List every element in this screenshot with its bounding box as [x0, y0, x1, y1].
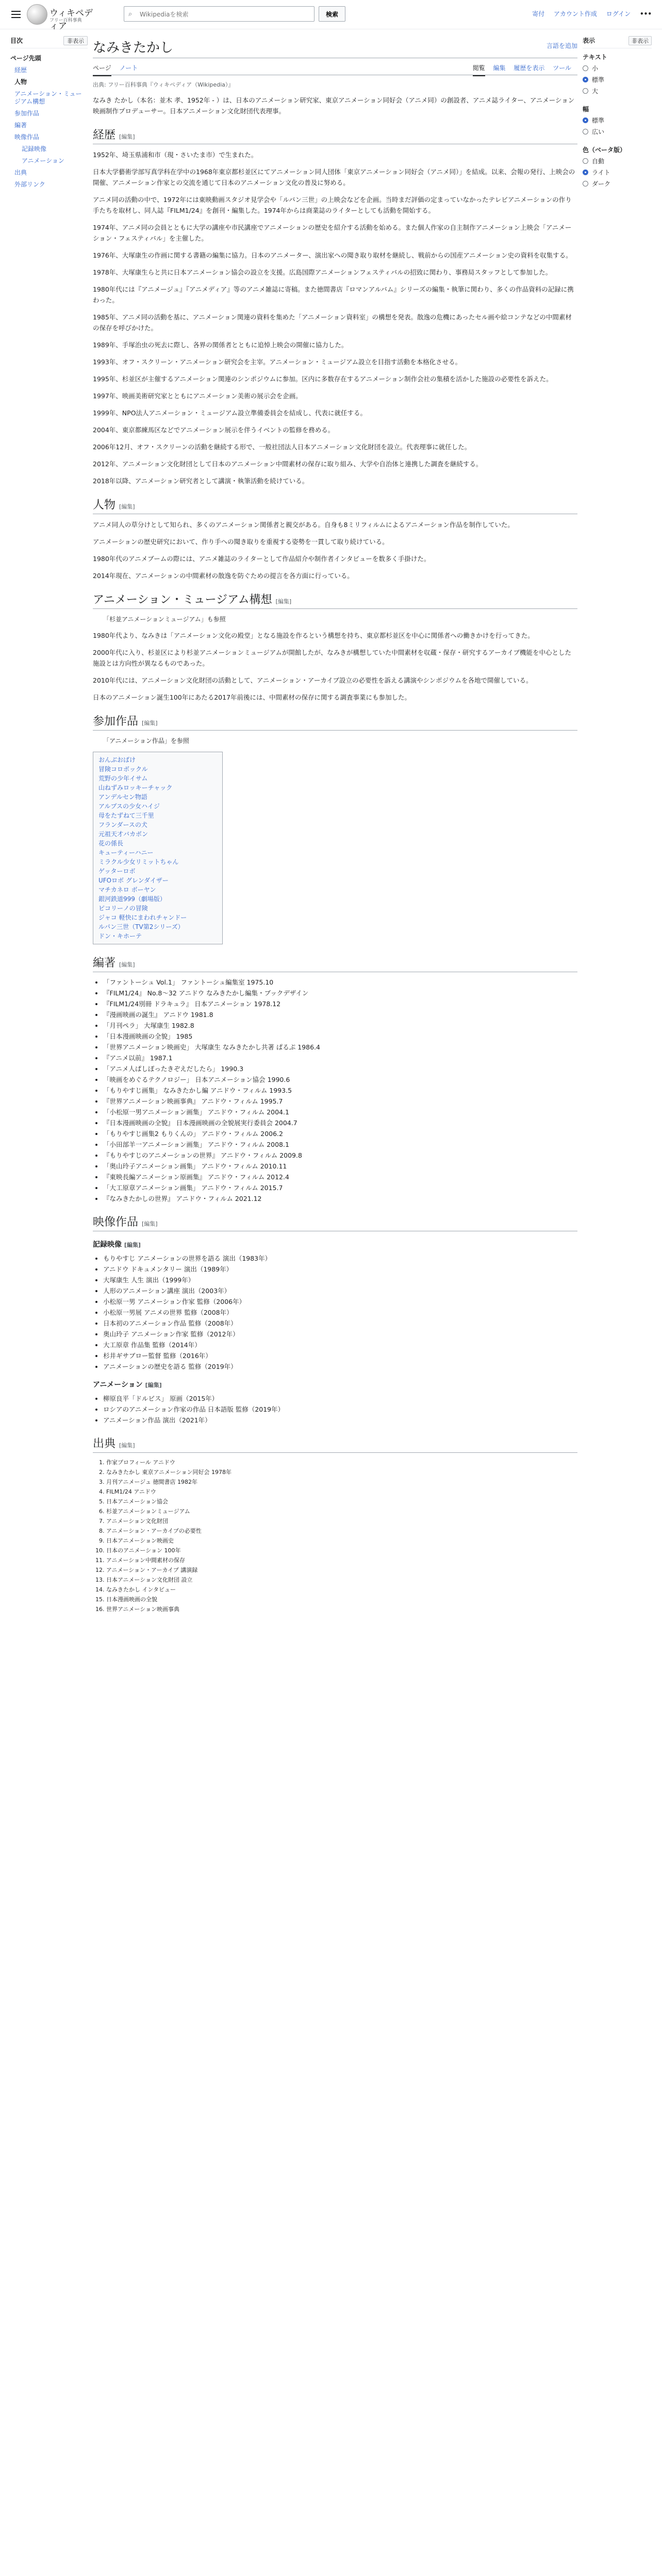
section-works-heading	[93, 716, 577, 731]
reference-item: 15. 日本漫画映画の全貌	[106, 1595, 577, 1604]
radio-icon[interactable]	[583, 88, 588, 94]
search-input[interactable]	[139, 9, 311, 20]
radio-icon[interactable]	[583, 129, 588, 134]
person-paragraph: 2014年現在、アニメーションの中間素材の散逸を防ぐための提言を各方面に行っている。	[93, 572, 354, 580]
section-books-title: 編著	[93, 957, 116, 970]
anime-item: • 柳原良平「ドルビス」 原画（2015年）	[103, 1394, 577, 1403]
globe-icon	[27, 4, 47, 25]
book-item: • 「小松原一男アニメーション画集」 アニドウ・フィルム 2004.1	[103, 1107, 577, 1117]
record-item: • もりやすじ アニメーションの世界を語る 演出（1983年）	[103, 1253, 577, 1263]
museum-hatnote: 「杉並アニメーションミュージアム」も参照	[103, 616, 226, 623]
tab-history[interactable]: 履歴を表示	[514, 64, 545, 72]
career-paragraph: 1974年、アニメ同の会員とともに大学の講座や市民講座でアニメーションの歴史を紹介する活動を始める。また個人作家の自主制作アニメーション上映会「アニメーション・フェスティバル」を主催した。	[93, 224, 572, 242]
edit-link[interactable]: [編集]	[119, 1442, 135, 1449]
appearance-option[interactable]	[583, 64, 652, 73]
work-link[interactable]: マチカネロ ボーヤン	[98, 886, 156, 893]
reference-item: 12. アニメーション・アーカイブ 講演録	[106, 1566, 577, 1574]
book-item: • 「ファントーシュ Vol.1」 ファントーシュ編集室 1975.10	[103, 977, 577, 987]
person-paragraph: アニメーションの歴史研究において、作り手への聞き取りを重視する姿勢を一貫して取り続けている。	[93, 538, 389, 546]
work-link[interactable]: 母をたずねて三千里	[98, 812, 154, 819]
appearance-panel	[583, 36, 652, 197]
tab-read[interactable]: 閲覧	[473, 64, 485, 76]
record-item: • 小松原一男 アニメーション作家 監修（2006年）	[103, 1297, 577, 1307]
subsection-anime-title: アニメーション	[93, 1381, 143, 1389]
book-item: • 「世界アニメーション映画史」 大塚康生 なみきたかし共著 ぱるぷ 1986.4	[103, 1042, 577, 1052]
work-link[interactable]: 荒野の少年イサム	[98, 775, 148, 782]
museum-paragraph: 1980年代より、なみきは「アニメーション文化の殿堂」となる施設を作るという構想を持ち、東京都杉並区を中心に関係者への働きかけを行ってきた。	[93, 632, 534, 639]
book-item: • 「映画をめぐるテクノロジー」 日本アニメーション協会 1990.6	[103, 1075, 577, 1084]
section-career-heading	[93, 130, 577, 144]
record-item: • アニメーションの歴史を語る 監修（2019年）	[103, 1362, 577, 1371]
reference-item: 4. FILM1/24 アニドウ	[106, 1487, 577, 1496]
appearance-title	[583, 36, 652, 48]
work-link[interactable]: 冒険コロボックル	[98, 766, 148, 773]
header	[0, 0, 662, 29]
book-item: • 『なみきたかしの世界』 アニドウ・フィルム 2021.12	[103, 1194, 577, 1204]
toc-item[interactable]: 編著	[14, 122, 27, 129]
toc-item[interactable]: ページ先頭	[10, 55, 41, 62]
login-link[interactable]: ログイン	[606, 10, 631, 18]
edit-link[interactable]: [編集]	[145, 1382, 162, 1388]
edit-link[interactable]: [編集]	[142, 720, 158, 726]
toc-item[interactable]: 外部リンク	[14, 181, 45, 188]
works-hatnote: 「アニメーション作品」を参照	[103, 737, 189, 744]
appearance-option-label: 小	[592, 65, 599, 72]
edit-link[interactable]: [編集]	[119, 133, 135, 140]
toc-item[interactable]: アニメーション	[22, 157, 64, 164]
record-item: • 小松原一男展 アニメの世界 監修（2008年）	[103, 1308, 577, 1317]
career-paragraph: 2018年以降、アニメーション研究者として講演・執筆活動を続けている。	[93, 477, 309, 485]
museum-paragraph: 2000年代に入り、杉並区により杉並アニメーションミュージアムが開館したが、なみきが構想していた中間素材を収蔵・保存・研究するアーカイブ機能を中心とした施設とは方向性が異なるものであった。	[93, 649, 571, 667]
record-item: • 人形のアニメーション講座 演出（2003年）	[103, 1286, 577, 1296]
section-films-title: 映像作品	[93, 1216, 139, 1229]
user-links	[525, 9, 652, 18]
career-paragraph: 1978年、大塚康生らと共に日本アニメーション協会の設立を支援。広島国際アニメーションフェスティバルの招致に関わり、事務局スタッフとして参加した。	[93, 268, 552, 276]
career-paragraph: 2004年、東京都練馬区などでアニメーション展示を伴うイベントの監修を務める。	[93, 426, 335, 434]
appearance-group-name: 幅	[583, 106, 589, 113]
reference-item: 10. 日本のアニメーション 100年	[106, 1546, 577, 1555]
toc-item[interactable]: 経歴	[14, 66, 27, 74]
person-paragraph: アニメ同人の草分けとして知られ、多くのアニメーション関係者と親交がある。自身も8ミリフィルムによるアニメーション作品を制作していた。	[93, 521, 514, 529]
book-item: • 『FILM1/24』 No.8〜32 アニドウ なみきたかし編集・ブックデザイン	[103, 988, 577, 998]
record-item: • 杉井ギサブロー監督 監修（2016年）	[103, 1351, 577, 1361]
reference-item: 11. アニメーション中間素材の保存	[106, 1556, 577, 1565]
reference-item: 3. 月刊アニメージュ 徳間書店 1982年	[106, 1478, 577, 1486]
work-link[interactable]: アルプスの少女ハイジ	[98, 803, 160, 810]
section-films-heading	[93, 1217, 577, 1231]
section-person-heading	[93, 500, 577, 514]
appearance-group-name: 色（ベータ版）	[583, 146, 626, 154]
anime-item: • アニメーション作品 演出（2021年）	[103, 1415, 577, 1425]
article-body	[93, 95, 577, 1614]
references-list	[93, 1458, 577, 1614]
section-museum-title: アニメーション・ミュージアム構想	[93, 594, 272, 606]
appearance-hide-button[interactable]: 非表示	[628, 36, 652, 45]
section-career-title: 経歴	[93, 129, 116, 142]
reference-item: 13. 日本アニメーション文化財団 設立	[106, 1575, 577, 1584]
appearance-title-text: 表示	[583, 37, 595, 44]
book-item: • 「奥山玲子アニメーション画集」 アニドウ・フィルム 2010.11	[103, 1161, 577, 1171]
book-item: • 「日本漫画映画の全貌」 1985	[103, 1031, 577, 1041]
book-item: • 「月刊ペラ」 大塚康生 1982.8	[103, 1021, 577, 1030]
work-link[interactable]: ゲッターロボ	[98, 868, 136, 875]
book-item: • 『世界アニメーション映画事典』 アニドウ・フィルム 1995.7	[103, 1096, 577, 1106]
reference-item: 9. 日本アニメーション映画史	[106, 1536, 577, 1545]
appearance-option[interactable]	[583, 75, 652, 84]
anime-item: • ロシアのアニメーション作家の作品 日本語版 監修（2019年）	[103, 1404, 577, 1414]
work-link[interactable]: アンデルセン物語	[98, 793, 147, 801]
work-link[interactable]: ピコリーノの冒険	[98, 905, 148, 912]
career-section	[93, 149, 577, 486]
section-books-heading	[93, 958, 577, 972]
radio-icon[interactable]	[583, 181, 588, 187]
tab-page[interactable]: ページ	[93, 64, 111, 76]
career-paragraph: 1995年、杉並区が主催するアニメーション関連のシンポジウムに参加。区内に多数存在するアニメーション制作会社の集積を活かした施設の必要性を訴えた。	[93, 375, 553, 383]
from-line: 出典: フリー百科事典『ウィキペディア（Wikipedia）』	[93, 81, 234, 88]
create-account-link[interactable]: アカウント作成	[554, 10, 597, 18]
appearance-groups	[583, 53, 652, 188]
page-title-text: なみきたかし	[93, 40, 174, 56]
book-item: • 『漫画映画の誕生』 アニドウ 1981.8	[103, 1010, 577, 1020]
reference-item: 2. なみきたかし 東京アニメーション同好会 1978年	[106, 1468, 577, 1477]
appearance-option-label: 標準	[592, 76, 605, 83]
subsection-records-title: 記録映像	[93, 1241, 122, 1249]
work-link[interactable]: ミラクル少女リミットちゃん	[98, 858, 179, 866]
work-link[interactable]: UFOロボ グレンダイザー	[98, 877, 169, 884]
career-paragraph: 1980年代には『アニメージュ』『アニメディア』等のアニメ雑誌に寄稿。また徳間書店『ロマンアルバム』シリーズの編集・執筆に関わり、多くの作品資料の記録に携わった。	[93, 285, 574, 304]
reference-item: 1. 作家プロフィール アニドウ	[106, 1458, 577, 1467]
work-link[interactable]: ジャコ 軽快にまわれチャンドー	[98, 914, 187, 921]
appearance-option-label: ライト	[592, 169, 610, 176]
appearance-option-label: 標準	[592, 117, 605, 124]
intro-paragraph: なみき たかし（本名：並木 孝、1952年 - ）は、日本のアニメーション研究家、東京アニメーション同好会（アニメ同）の創設者、アニメ誌ライター、アニメーション映画制作プロデューサー。日本アニメーション文化財団代表理事。	[93, 96, 575, 115]
book-item: • 『アニメ以前』 1987.1	[103, 1053, 577, 1063]
career-paragraph: 2006年12月、オフ・スクリーンの活動を継続する形で、一般社団法人日本アニメーション文化財団を設立。代表理事に就任した。	[93, 443, 471, 451]
appearance-option-label: 広い	[592, 128, 605, 135]
book-item: • 『日本漫画映画の全貌』 日本漫画映画の全貌展実行委員会 2004.7	[103, 1118, 577, 1128]
work-link[interactable]: キューティーハニー	[98, 849, 154, 856]
work-link[interactable]: フランダースの犬	[98, 821, 147, 828]
appearance-option[interactable]	[583, 157, 652, 165]
reference-item: 6. 杉並アニメーションミュージアム	[106, 1507, 577, 1516]
career-paragraph: 1997年、映画美術研究家とともにアニメーション美術の展示会を企画。	[93, 392, 302, 400]
appearance-option[interactable]	[583, 87, 652, 95]
appearance-group	[583, 53, 652, 95]
record-item: • 大工原章 作品集 監修（2014年）	[103, 1340, 577, 1350]
subsection-records-heading	[93, 1240, 577, 1250]
reference-item: 7. アニメーション文化財団	[106, 1517, 577, 1526]
book-item: • 「大工原章アニメーション画集」 アニドウ・フィルム 2015.7	[103, 1183, 577, 1193]
work-link[interactable]: 元祖天才バカボン	[98, 831, 148, 838]
career-paragraph: 1952年、埼玉県浦和市（現・さいたま市）で生まれた。	[93, 151, 258, 159]
edit-link[interactable]: [編集]	[119, 503, 135, 510]
edit-link[interactable]: [編集]	[142, 1221, 158, 1227]
anime-list	[93, 1394, 577, 1425]
toc-hide-button[interactable]: 非表示	[63, 36, 88, 45]
reference-item: 14. なみきたかし インタビュー	[106, 1585, 577, 1594]
language-button[interactable]: 言語を追加	[546, 42, 577, 49]
page-tabs	[93, 58, 577, 75]
book-item: • 『FILM1/24別冊 ドラキュラ』 日本アニメーション 1978.12	[103, 999, 577, 1009]
museum-paragraph: 2010年代には、アニメーション文化財団の活動として、アニメーション・アーカイブ設立の必要性を訴える講演やシンポジウムを各地で開催している。	[93, 676, 533, 684]
subsection-anime-heading	[93, 1380, 577, 1391]
record-item: • 日本初のアニメーション作品 監修（2008年）	[103, 1318, 577, 1328]
appearance-option[interactable]	[583, 116, 652, 125]
museum-section	[93, 630, 577, 703]
career-paragraph: 1999年、NPO法人アニメーション・ミュージアム設立準備委員会を結成し、代表に就任する。	[93, 409, 367, 417]
appearance-group	[583, 105, 652, 136]
edit-link[interactable]: [編集]	[119, 961, 135, 968]
work-link[interactable]: 銀河鉄道999（劇場版）	[98, 895, 166, 903]
toc-list	[10, 53, 88, 191]
search-box	[124, 6, 315, 22]
appearance-option[interactable]	[583, 168, 652, 177]
appearance-option-label: ダーク	[592, 180, 611, 188]
appearance-option[interactable]	[583, 127, 652, 136]
wikipedia-logo[interactable]	[27, 4, 94, 31]
appearance-option[interactable]	[583, 179, 652, 188]
donate-link[interactable]: 寄付	[532, 10, 545, 18]
work-link[interactable]: おんぶおばけ	[98, 756, 136, 764]
career-paragraph: 1985年、アニメ同の活動を基に、アニメーション関連の資料を集めた「アニメーション資料室」の構想を発表。散逸の危機にあったセル画や絵コンテなどの中間素材の保存を呼びかけた。	[93, 313, 572, 332]
record-item: • 奥山玲子 アニメーション作家 監修（2012年）	[103, 1329, 577, 1339]
main-content	[93, 33, 577, 1615]
appearance-option-label: 自動	[592, 158, 605, 165]
toc-title-text: 目次	[10, 37, 23, 44]
work-link[interactable]: ルパン三世（TV第2シリーズ）	[98, 923, 184, 930]
radio-icon[interactable]	[583, 170, 588, 175]
book-item: • 「もりやすじ画集2 もりくんの」 アニドウ・フィルム 2006.2	[103, 1129, 577, 1139]
toc-item[interactable]: 人物	[14, 78, 27, 86]
section-museum-heading	[93, 595, 577, 609]
section-works-title: 参加作品	[93, 715, 139, 728]
edit-link[interactable]: [編集]	[124, 1242, 141, 1248]
more-icon[interactable]: •••	[639, 10, 652, 18]
toc-sidebar	[10, 36, 88, 191]
reference-item: 8. アニメーション・アーカイブの必要性	[106, 1527, 577, 1535]
toc-item[interactable]: 記録映像	[22, 145, 47, 152]
logo-subtitle: フリー百科事典	[49, 18, 82, 23]
career-paragraph: 1989年、手塚治虫の死去に際し、各界の関係者とともに追悼上映会の開催に協力した。	[93, 341, 348, 349]
person-section	[93, 519, 577, 581]
radio-icon[interactable]	[583, 77, 588, 82]
career-paragraph: 日本大学藝術学部写真学科在学中の1968年東京都杉並区にてアニメーション同人団体「東京アニメーション同好会（アニメ同）」を結成。以来、会報の発行、上映会の開催、アニメーション作家との交流を通じて日本のアニメーション文化の普及に努める。	[93, 168, 575, 187]
work-link[interactable]: 花の係長	[98, 840, 124, 847]
tab-talk[interactable]: ノート	[119, 64, 138, 72]
section-person-title: 人物	[93, 499, 116, 512]
works-list	[93, 752, 223, 944]
toc-item[interactable]: 出典	[14, 169, 27, 176]
search-button[interactable]: 検索	[319, 6, 345, 22]
reference-item: 5. 日本アニメーション協会	[106, 1497, 577, 1506]
tab-edit[interactable]: 編集	[493, 64, 506, 72]
toc-title	[10, 36, 88, 48]
menu-icon[interactable]	[10, 9, 22, 20]
records-list	[93, 1253, 577, 1371]
toc-item[interactable]: アニメーション・ミュージアム構想	[14, 90, 82, 105]
toc-item[interactable]: 参加作品	[14, 110, 40, 117]
book-item: • 『もりやすじのアニメーションの世界』 アニドウ・フィルム 2009.8	[103, 1150, 577, 1160]
edit-link[interactable]: [編集]	[275, 598, 292, 605]
book-item: • 「もりやすじ画集」 なみきたかし編 アニドウ・フィルム 1993.5	[103, 1086, 577, 1095]
logo-title: ウィキペディア	[49, 8, 93, 31]
career-paragraph: 1993年、オフ・スクリーン・アニメーション研究会を主宰。アニメーション・ミュージアム設立を目指す活動を本格化させる。	[93, 358, 462, 366]
books-list	[93, 977, 577, 1204]
career-paragraph: 1976年、大塚康生の作画に関する書籍の編集に協力。日本のアニメーター、演出家への聞き取り取材を継続し、戦前からの国産アニメーション史の資料を収集する。	[93, 251, 572, 259]
toc-item[interactable]: 映像作品	[14, 133, 40, 141]
radio-icon[interactable]	[583, 117, 588, 123]
record-item: • アニドウ ドキュメンタリー 演出（1989年）	[103, 1264, 577, 1274]
page-title	[93, 33, 577, 58]
appearance-option-label: 大	[592, 88, 599, 95]
reference-item: 16. 世界アニメーション映画事典	[106, 1605, 577, 1614]
tab-tools[interactable]: ツール	[553, 64, 571, 72]
career-paragraph: 2012年、アニメーション文化財団として日本のアニメーション中間素材の保存に取り組み、大学や自治体と連携した調査を継続する。	[93, 460, 483, 468]
book-item: • 「小田部羊一アニメーション画集」 アニドウ・フィルム 2008.1	[103, 1140, 577, 1149]
work-link[interactable]: 山ねずみロッキーチャック	[98, 784, 173, 791]
record-item: • 大塚康生 人生 演出（1999年）	[103, 1275, 577, 1285]
book-item: • 『東映長編アニメーション原画集』 アニドウ・フィルム 2012.4	[103, 1172, 577, 1182]
book-item: • 「アニメ人ぱしぽったきぞえだしたら」 1990.3	[103, 1064, 577, 1074]
search-icon: ⌕	[128, 10, 133, 18]
appearance-group-name: テキスト	[583, 54, 607, 61]
section-refs-heading	[93, 1438, 577, 1453]
radio-icon[interactable]	[583, 65, 588, 71]
career-paragraph: アニメ同の活動の中で、1972年には東映動画スタジオ見学会や「ルパン三世」の上映会などを企画。当時まだ評価の定まっていなかったテレビアニメーションの作り手たちを取材し、同人誌『FILM1/24』を創刊・編集した。1974年からは商業誌のライターとしても活動を開始する。	[93, 196, 572, 214]
appearance-group	[583, 145, 652, 188]
radio-icon[interactable]	[583, 158, 588, 164]
work-link[interactable]: ドン・キホーテ	[98, 933, 142, 940]
person-paragraph: 1980年代のアニメブームの際には、アニメ雑誌のライターとして作品紹介や制作者インタビューを数多く手掛けた。	[93, 555, 431, 563]
section-refs-title: 出典	[93, 1437, 116, 1450]
museum-paragraph: 日本のアニメーション誕生100年にあたる2017年前後には、中間素材の保存に関する調査事業にも参加した。	[93, 693, 411, 701]
